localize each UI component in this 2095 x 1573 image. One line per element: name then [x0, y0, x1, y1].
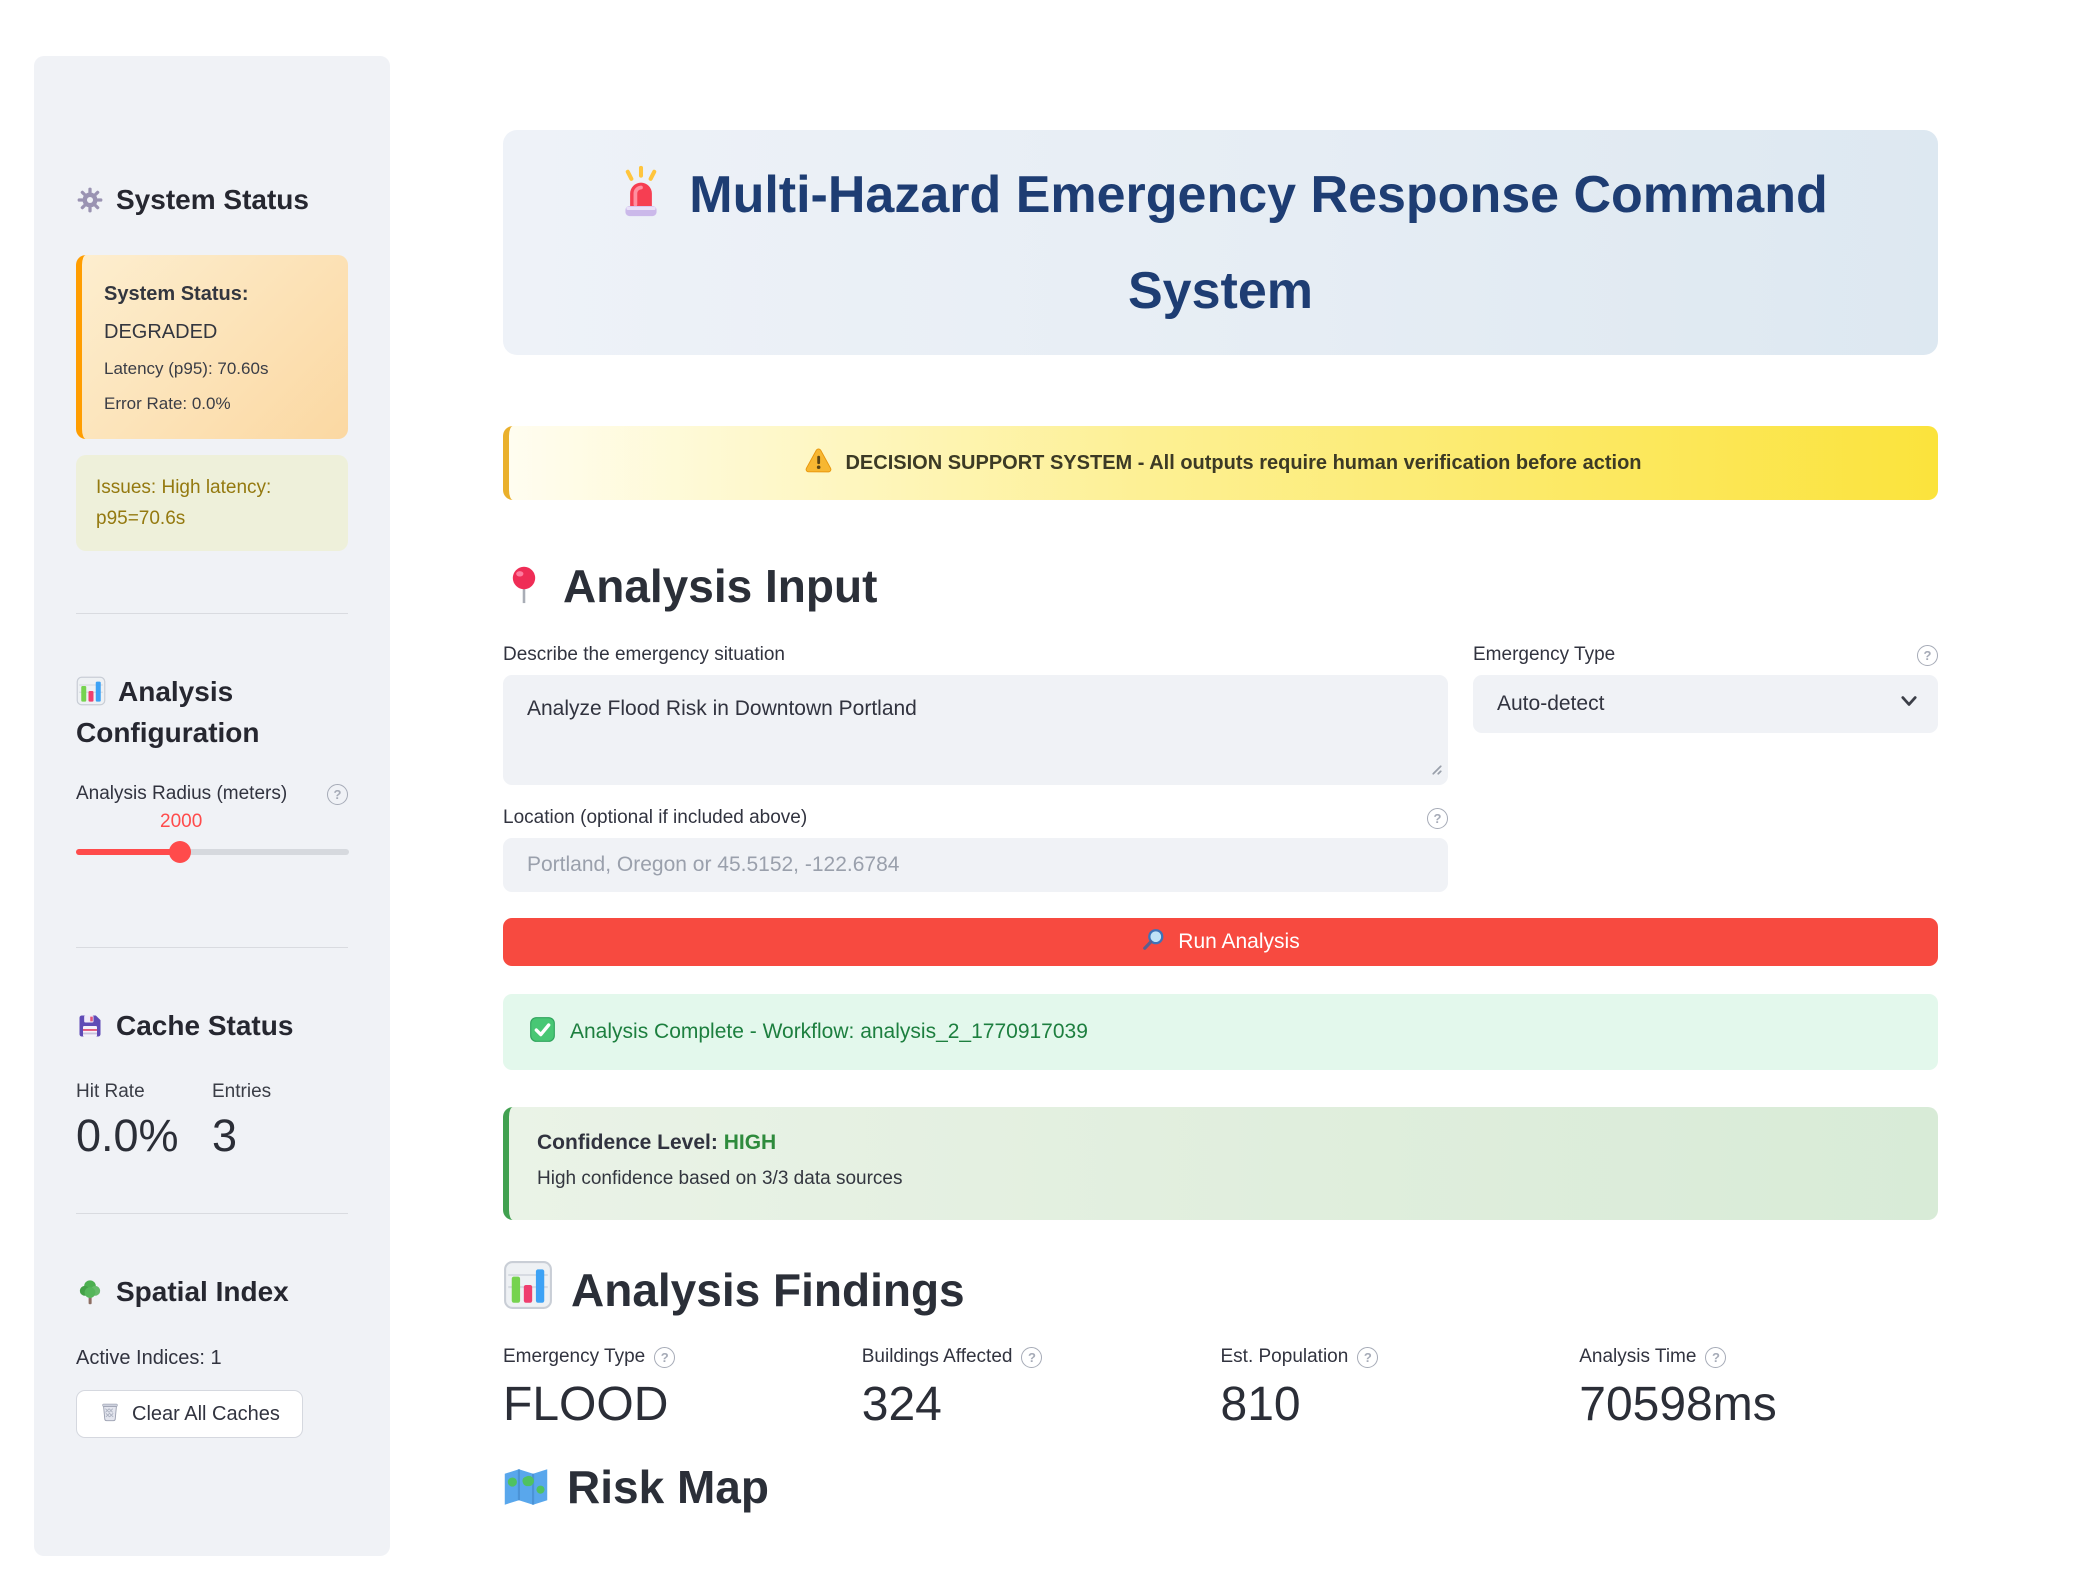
help-icon[interactable] — [1357, 1347, 1378, 1368]
analysis-time-metric — [1579, 1346, 1938, 1432]
floppy-disk-icon — [76, 1012, 104, 1049]
confidence-detail: High confidence based on 3/3 data sources — [537, 1168, 903, 1189]
metric-value: 810 — [1220, 1378, 1301, 1431]
clear-all-caches-button[interactable] — [76, 1390, 303, 1438]
analysis-input-heading — [503, 558, 1938, 618]
analysis-complete-text: Analysis Complete - Workflow: analysis_2_1770917039 — [570, 1020, 1088, 1043]
analysis-findings-heading — [503, 1260, 1938, 1322]
resize-handle-icon[interactable] — [1427, 757, 1442, 781]
sidebar — [34, 56, 390, 1556]
issues-box: Issues: High latency: p95=70.6s — [76, 455, 348, 551]
cache-status-heading — [76, 1008, 348, 1049]
analysis-complete-message — [503, 994, 1938, 1070]
help-icon[interactable] — [1021, 1347, 1042, 1368]
buildings-affected-metric — [862, 1346, 1221, 1432]
cache-metrics — [76, 1081, 348, 1163]
help-icon[interactable] — [1705, 1347, 1726, 1368]
tree-icon — [76, 1278, 104, 1315]
active-indices: Active Indices: 1 — [76, 1347, 222, 1369]
location-field-header — [503, 807, 1448, 829]
radius-slider-label: Analysis Radius (meters) — [76, 783, 288, 804]
analysis-radius-slider[interactable] — [76, 841, 348, 863]
emergency-type-value: Auto-detect — [1497, 692, 1605, 715]
main-content — [503, 0, 1938, 1519]
sidebar-divider — [76, 1213, 348, 1214]
metric-label: Buildings Affected — [861, 1346, 1013, 1367]
analysis-input-title: Analysis Input — [563, 560, 878, 612]
help-icon[interactable] — [654, 1347, 675, 1368]
status-label: System Status: — [104, 283, 249, 305]
describe-label: Describe the emergency situation — [503, 644, 785, 665]
metric-label: Entries — [212, 1081, 272, 1102]
location-label: Location (optional if included above) — [503, 807, 808, 828]
help-icon[interactable] — [1917, 645, 1938, 666]
metric-label: Emergency Type — [503, 1346, 646, 1367]
status-value: DEGRADED — [104, 321, 218, 343]
emergency-situation-value: Analyze Flood Risk in Downtown Portland — [527, 697, 917, 720]
warning-icon — [805, 448, 832, 479]
trash-icon — [99, 1400, 121, 1428]
confidence-line — [537, 1131, 1910, 1155]
sidebar-divider — [76, 947, 348, 948]
emergency-type-metric — [503, 1346, 862, 1432]
slider-fill — [76, 849, 180, 855]
siren-icon — [613, 159, 669, 247]
analysis-config-heading — [76, 674, 348, 751]
emergency-situation-textarea[interactable] — [503, 675, 1448, 785]
warning-text: DECISION SUPPORT SYSTEM - All outputs require human verification before action — [845, 451, 1642, 474]
pushpin-icon — [503, 562, 545, 618]
map-icon — [503, 1463, 549, 1519]
analysis-input-form — [503, 644, 1938, 785]
metric-label: Est. Population — [1220, 1346, 1349, 1367]
latency-line: Latency (p95): 70.60s — [104, 359, 269, 378]
decision-support-warning — [503, 426, 1938, 500]
error-rate-line: Error Rate: 0.0% — [104, 394, 231, 413]
metric-label: Hit Rate — [76, 1081, 145, 1102]
risk-map-title: Risk Map — [567, 1461, 769, 1513]
gear-icon — [76, 186, 104, 223]
metric-value: 70598ms — [1579, 1378, 1777, 1431]
spatial-index-title: Spatial Index — [116, 1276, 289, 1307]
metric-value: FLOOD — [503, 1378, 669, 1431]
est-population-metric — [1221, 1346, 1580, 1432]
system-status-box — [76, 255, 348, 439]
slider-thumb[interactable] — [169, 841, 191, 863]
help-icon[interactable] — [327, 784, 348, 805]
bar-chart-icon — [503, 1260, 553, 1322]
emergency-type-label: Emergency Type — [1473, 644, 1616, 665]
metric-value: 3 — [212, 1110, 238, 1161]
bar-chart-icon — [76, 676, 106, 715]
emergency-type-field — [1473, 644, 1938, 785]
metric-value: 0.0% — [76, 1110, 179, 1161]
hit-rate-metric — [76, 1081, 212, 1163]
check-icon — [529, 1016, 556, 1049]
help-icon[interactable] — [1427, 808, 1448, 829]
clear-all-caches-label: Clear All Caches — [132, 1402, 280, 1425]
risk-map-heading — [503, 1459, 1938, 1519]
location-input[interactable] — [503, 838, 1448, 892]
page-title-text: Multi-Hazard Emergency Response Command System — [689, 165, 1828, 320]
cache-status-title: Cache Status — [116, 1010, 294, 1041]
run-analysis-label: Run Analysis — [1178, 930, 1300, 953]
analysis-findings-title: Analysis Findings — [571, 1264, 965, 1316]
confidence-level: HIGH — [723, 1131, 777, 1154]
metric-value: 324 — [861, 1378, 942, 1431]
system-status-heading — [76, 182, 348, 223]
entries-metric — [212, 1081, 348, 1163]
confidence-box — [503, 1107, 1938, 1220]
system-status-title: System Status — [116, 184, 309, 215]
spatial-index-heading — [76, 1274, 348, 1315]
describe-field — [503, 644, 1448, 785]
radius-slider-value: 2000 — [160, 811, 203, 832]
emergency-type-select[interactable] — [1473, 675, 1938, 733]
page-title — [581, 151, 1860, 335]
sidebar-divider — [76, 613, 348, 614]
metric-label: Analysis Time — [1579, 1346, 1697, 1367]
findings-metrics — [503, 1346, 1938, 1432]
search-icon — [1141, 927, 1166, 958]
confidence-label: Confidence Level: — [537, 1131, 718, 1154]
analysis-config-title: Analysis Configuration — [76, 676, 260, 748]
run-analysis-button[interactable] — [503, 918, 1938, 966]
app-header — [503, 130, 1938, 355]
chevron-down-icon — [1898, 690, 1920, 718]
